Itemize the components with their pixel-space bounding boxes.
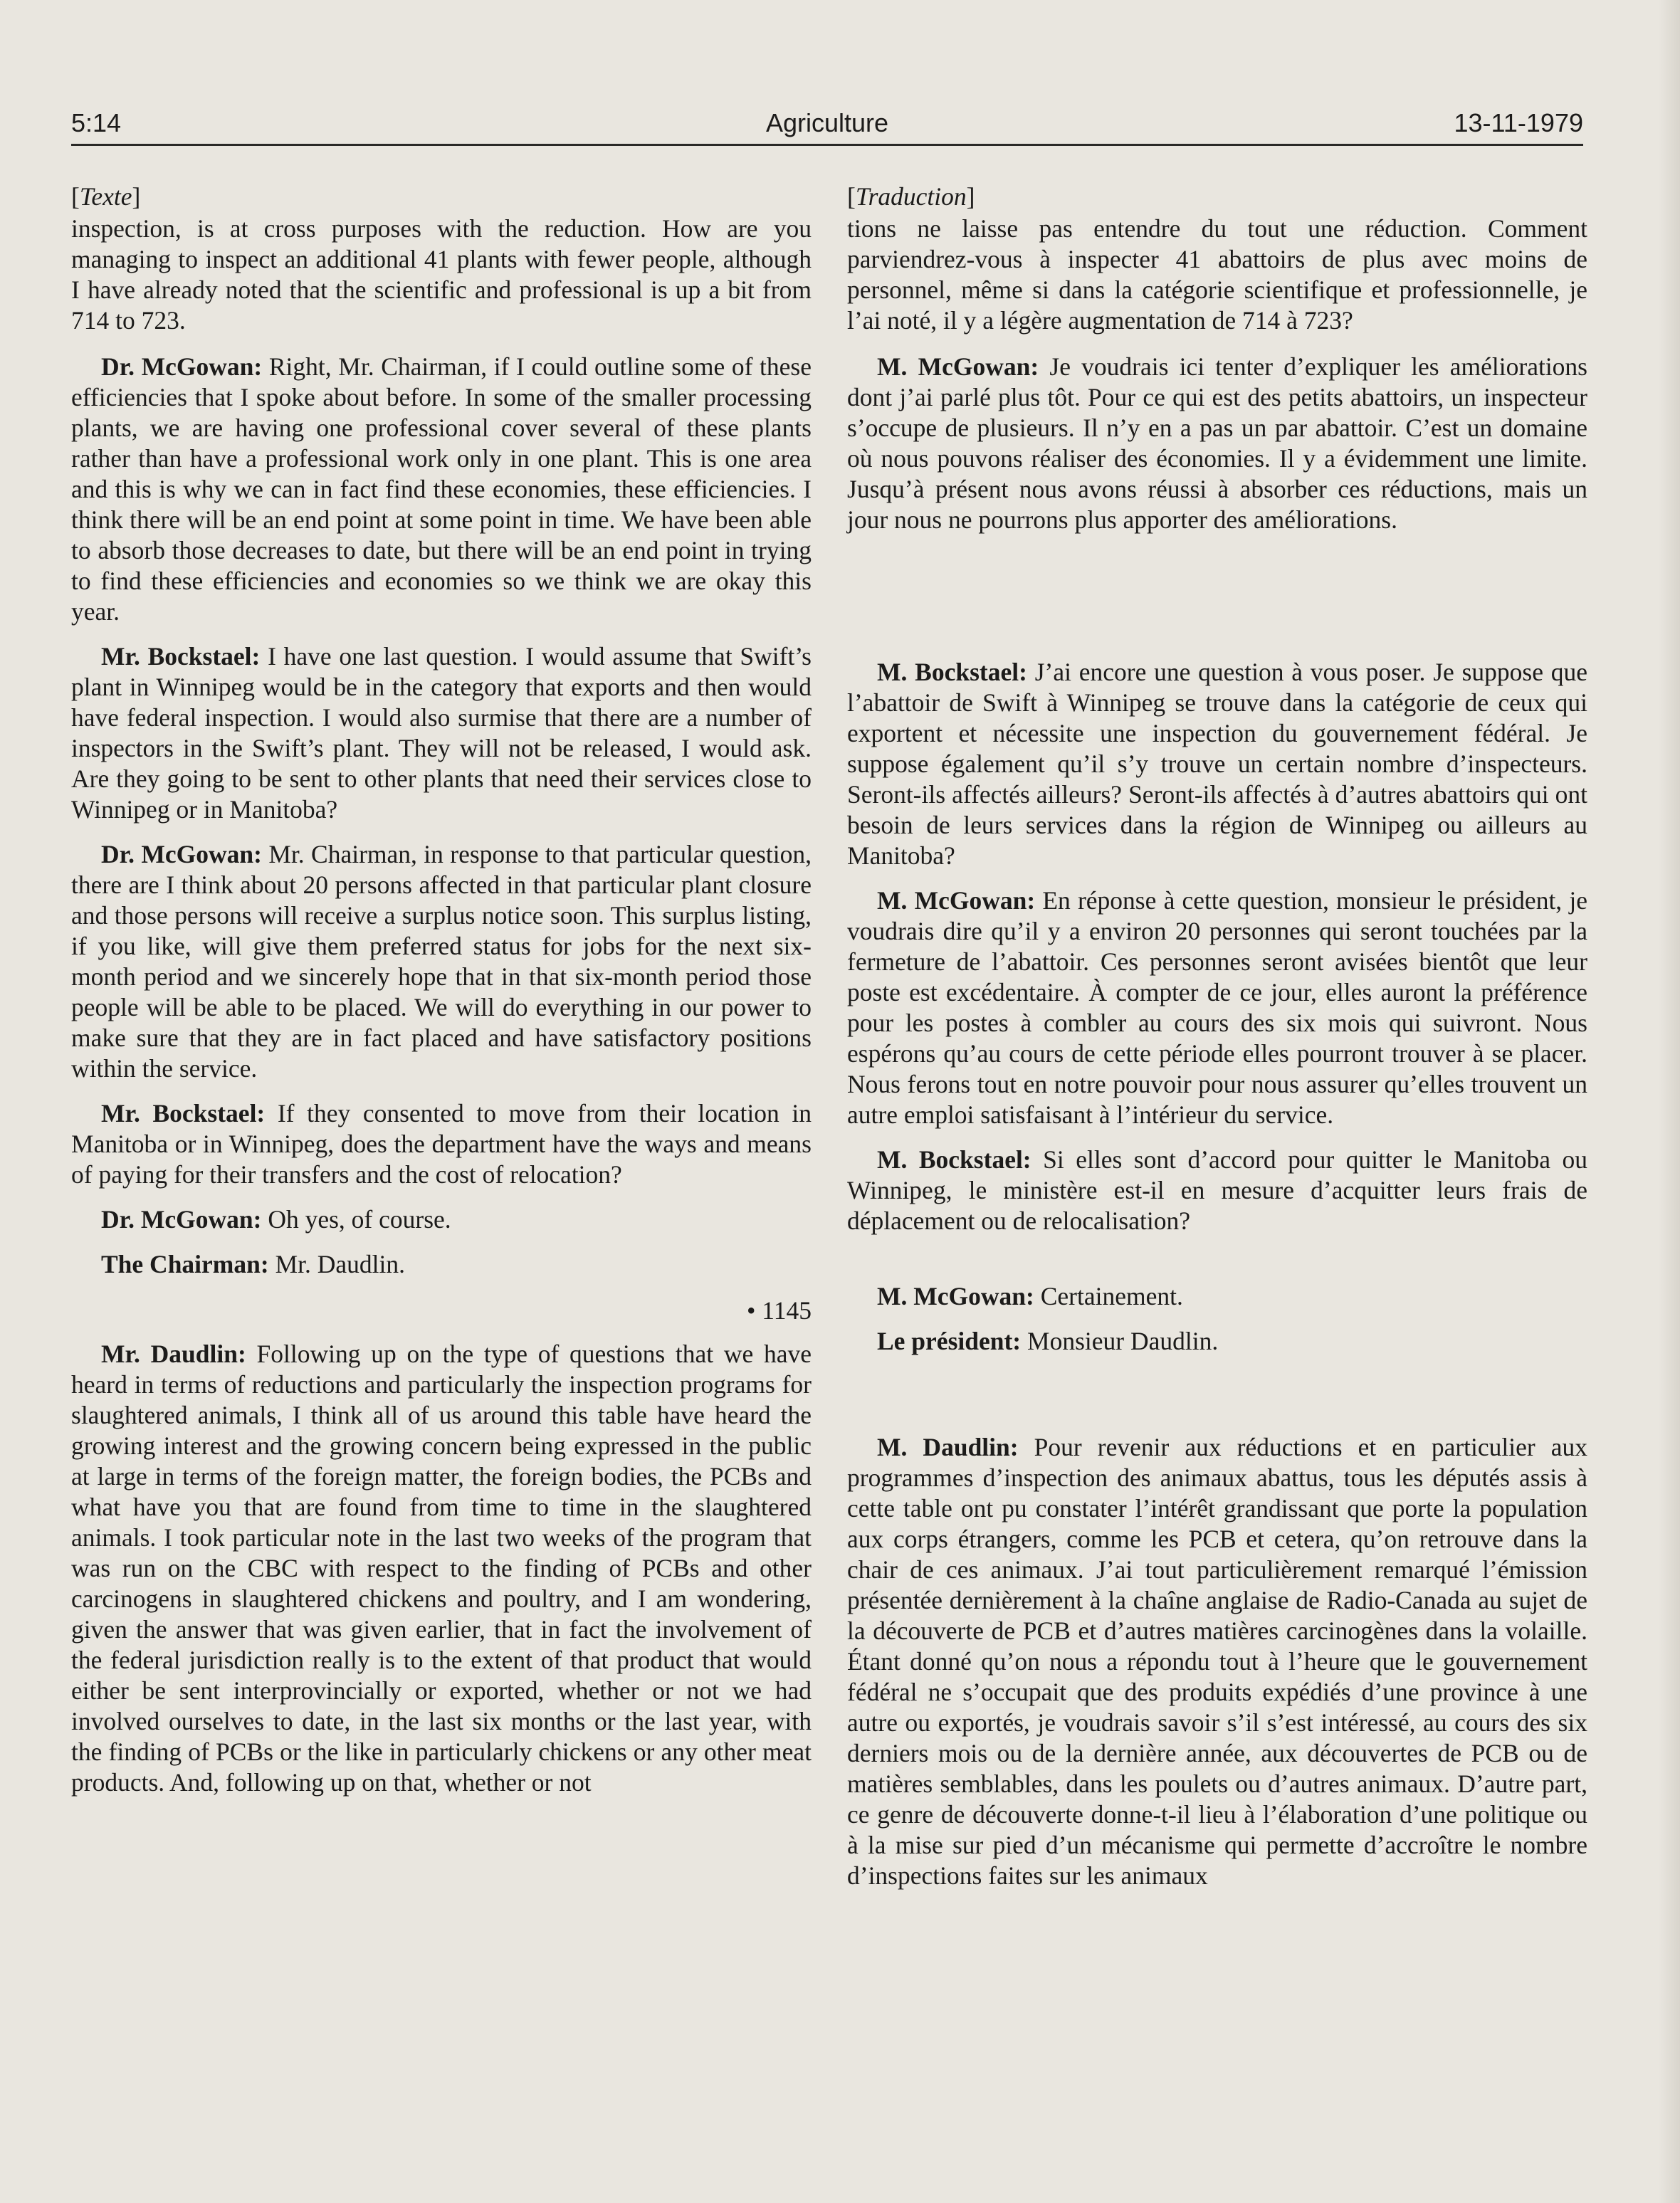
- paragraph: M. McGowan: En réponse à cette question, monsieur le président, je voudrais dire qu’il y a environ 20 personnes qui seront touchées par la fermeture de l’abattoir. Ces personnes seront avisées bientôt que leur poste est excédentaire. À compter de ce jour, elles auront la préférence pour les postes à combler au cours des six mois qui suivront. Nous espérons qu’au cours de cette période elles pourront trouver à se placer. Nous ferons tout en notre pouvoir pour nous assurer qu’elles trouvent un autre emploi satisfaisant à l’intérieur du service.: [847, 886, 1587, 1129]
- column-label-texte: [Texte]: [71, 182, 141, 211]
- speaker-name: M. Daudlin:: [877, 1433, 1019, 1461]
- paragraph: M. Bockstael: Si elles sont d’accord pour quitter le Manitoba ou Winnipeg, le ministère est-il en mesure d’acquitter leurs frais de déplacement ou de relocalisation?: [847, 1145, 1588, 1235]
- speaker-name: M. McGowan:: [877, 1282, 1034, 1310]
- paragraph: Dr. McGowan: Right, Mr. Chairman, if I could outline some of these efficiencies that I spoke about before. In some of the smaller processing plants, we are having one professional cover several of these plants rather than have a professional work only in one plant. This is one area and this is why we can in fact find these economies, these efficiencies. I think there will be an end point at some point in time. We have been able to absorb those decreases to date, but there will be an end point in trying to find these efficiencies and economies so we think we are okay this year.: [71, 352, 812, 626]
- paragraph: M. Daudlin: Pour revenir aux réductions et en particulier aux programmes d’inspection des animaux abattus, tous les députés assis à cette table ont pu constater l’intérêt grandissant que porte la population aux corps étrangers, comme les PCB et cetera, qu’on retrouve dans la chair de ces animaux. J’ai tout particulièrement remarqué l’émission présentée dernièrement à la chaîne anglaise de Radio-Canada au sujet de la découverte de PCB et d’autres matières carcinogènes dans la volaille. Étant donné qu’on nous a répondu tout à l’heure que le gouvernement fédéral ne s’occupait que des produits expédiés d’une province à une autre ou exportés, je voudrais savoir s’il s’est intéressé, au cours des six derniers mois ou de la dernière année, aux découvertes de PCB ou de matières semblables, dans les poulets ou d’autres animaux. D’autre part, ce genre de découverte donne-t-il lieu à l’élaboration d’une politique ou à la mise sur pied d’un mécanisme qui permette d’accroître le nombre d’inspections faites sur les animaux: [847, 1433, 1588, 1890]
- speaker-name: Mr. Bockstael:: [101, 1099, 266, 1127]
- paragraph: M. Bockstael: J’ai encore une question à vous poser. Je suppose que l’abattoir de Swift à Winnipeg se trouve dans la catégorie de ceux qui exportent et nécessite une inspection du gouvernement fédéral. Je suppose également qu’il s’y trouve un certain nombre d’inspecteurs. Seront-ils affectés ailleurs? Seront-ils affectés à d’autres abattoirs qui ont besoin de leurs services dans la région de Winnipeg ou ailleurs au Manitoba?: [847, 658, 1587, 870]
- column-french: [847, 182, 1587, 1891]
- paragraph: Mr. Bockstael: I have one last question. I would assume that Swift’s plant in Winnipeg would be in the category that exports and then would have federal inspection. I would also surmise that there are a number of inspectors in the Swift’s plant. They will not be released, I would ask. Are they going to be sent to other plants that need their services close to Winnipeg or in Manitoba?: [71, 642, 812, 824]
- speaker-name: Dr. McGowan:: [101, 352, 263, 381]
- paragraph: M. McGowan: Certainement.: [877, 1282, 1183, 1310]
- speaker-name: M. McGowan:: [877, 352, 1039, 381]
- column-english: [71, 182, 812, 1798]
- paragraph: Dr. McGowan: Mr. Chairman, in response to that particular question, there are I think about 20 persons affected in that particular plant closure and those persons will receive a surplus notice soon. This surplus listing, if you like, will give them preferred status for jobs for the next six-month period and we sincerely hope that in that six-month period those people will be able to be placed. We will do everything in our power to make sure that they are in fact placed and have satisfactory positions within the service.: [71, 840, 812, 1083]
- speaker-name: M. Bockstael:: [877, 1145, 1031, 1174]
- page-title: Agriculture: [765, 108, 889, 137]
- page-header: [71, 107, 1583, 146]
- speaker-name: Le président:: [877, 1327, 1022, 1355]
- time-marker: • 1145: [747, 1296, 812, 1325]
- paragraph: inspection, is at cross purposes with the reduction. How are you managing to inspect an additional 41 plants with fewer people, although I have already noted that the scientific and professional is up a bit from 714 to 723.: [71, 214, 812, 335]
- column-label-traduction: [Traduction]: [847, 182, 975, 211]
- paragraph: Mr. Daudlin: Following up on the type of questions that we have heard in terms of reductions and particularly the inspection programs for slaughtered animals, I think all of us around this table have heard the growing interest and the growing concern being expressed in the public at large in terms of the foreign matter, the foreign bodies, the PCBs and what have you that are found from time to time in the slaughtered animals. I took particular note in the last two weeks of the program that was run on the CBC with respect to the finding of PCBs and other carcinogens in slaughtered chickens and poultry, and I am wondering, given the answer that was given earlier, that in fact the involvement of the federal jurisdiction really is to the extent of that product that would either be sent interprovincially or exported, whether or not we had involved ourselves to date, in the last six months or the last year, with the finding of PCBs or the like in particularly chickens or any other meat products. And, following up on that, whether or not: [71, 1340, 812, 1797]
- paragraph: M. McGowan: Je voudrais ici tenter d’expliquer les améliorations dont j’ai parlé plus tôt. Pour ce qui est des petits abattoirs, un inspecteur s’occupe de plusieurs. Il n’y en a pas un par abattoir. C’est un domaine où nous pouvons réaliser des économies. Il y a évidemment une limite. Jusqu’à présent nous avons réussi à absorber ces réductions, mais un jour nous ne pourrons plus apporter des améliorations.: [847, 352, 1587, 534]
- speaker-name: Dr. McGowan:: [101, 1205, 262, 1234]
- speaker-name: M. Bockstael:: [877, 658, 1027, 686]
- speaker-name: Mr. Bockstael:: [101, 642, 261, 671]
- speaker-name: Dr. McGowan:: [101, 840, 262, 868]
- speaker-name: M. McGowan:: [877, 886, 1036, 915]
- paragraph: Mr. Bockstael: If they consented to move from their location in Manitoba or in Winnipeg, does the department have the ways and means of paying for their transfers and the cost of relocation?: [71, 1099, 812, 1189]
- paragraph: Dr. McGowan: Oh yes, of course.: [101, 1205, 451, 1234]
- page-edge-shadow: [1659, 0, 1680, 2203]
- paragraph: tions ne laisse pas entendre du tout une réduction. Comment parviendrez-vous à inspecter 41 abattoirs de plus avec moins de personnel, même si dans la catégorie scientifique et professionnelle, je l’ai noté, il y a légère augmentation de 714 à 723?: [847, 214, 1587, 335]
- speaker-name: The Chairman:: [101, 1250, 269, 1278]
- paragraph: The Chairman: Mr. Daudlin.: [101, 1250, 406, 1278]
- page-number: 5:14: [71, 108, 122, 137]
- speaker-name: Mr. Daudlin:: [101, 1340, 246, 1368]
- header-date: 13-11-1979: [1454, 108, 1583, 137]
- paragraph: Le président: Monsieur Daudlin.: [877, 1327, 1219, 1355]
